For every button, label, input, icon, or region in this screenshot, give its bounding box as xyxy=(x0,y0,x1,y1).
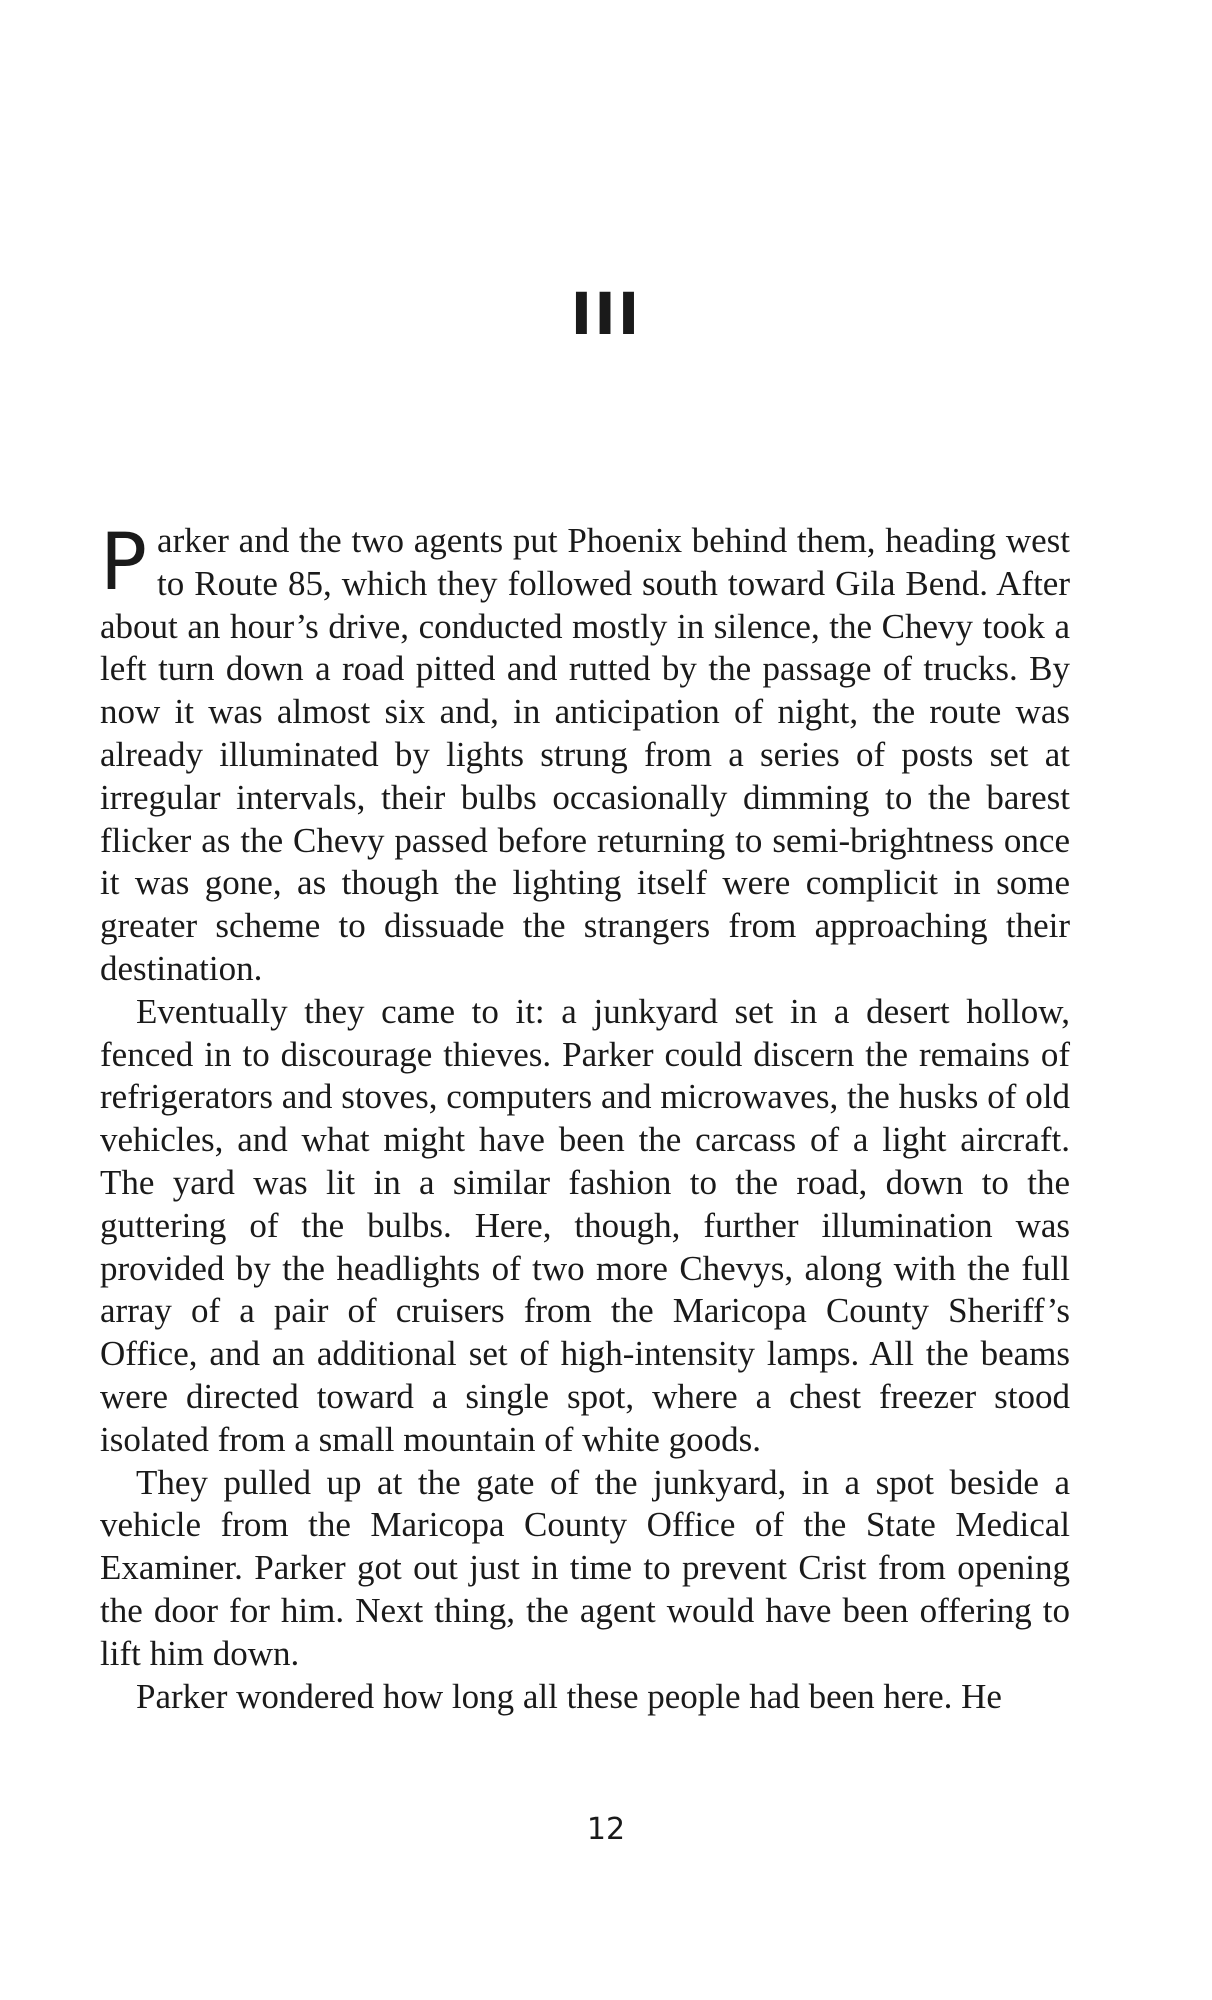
paragraph-2: Eventually they came to it: a junkyard set in a desert hollow, fenced in to discourage thieves. Parker could discern the remains of refrigerators and stoves, computers and microwaves, the husks of old vehicles, and what might have been the carcass of a light aircraft. The yard was lit in a similar fashion to the road, down to the guttering of the bulbs. Here, though, further illumination was provided by the headlights of two more Chevys, along with the full array of a pair of cruisers from the Maricopa County Sheriff’s Office, and an additional set of high-intensity lamps. All the beams were directed toward a single spot, where a chest freezer stood isolated from a small mountain of white goods. xyxy=(100,991,1070,1459)
paragraph-1-text: arker and the two agents put Phoenix behind them, heading west to Route 85, which they followed south toward Gila Bend. After about an hour’s drive, conducted mostly in silence, the Chevy took a left turn down a road pitted and rutted by the passage of trucks. By now it was almost six and, in anticipation of night, the route was already illuminated by lights strung from a series of posts set at irregular intervals, their bulbs occasionally dimming to the barest flicker as the Chevy passed before returning to semi-brightness once it was gone, as though the lighting itself were complicit in some greater scheme to dissuade the strangers from approaching their destination. xyxy=(100,521,1070,988)
paragraph-4: Parker wondered how long all these people had been here. He xyxy=(136,1676,1002,1716)
body-text xyxy=(100,520,1070,1718)
paragraph-1 xyxy=(100,520,1070,991)
chapter-heading: III xyxy=(570,280,642,348)
paragraph-3: They pulled up at the gate of the junkyard, in a spot beside a vehicle from the Maricopa County Office of the State Medical Examiner. Parker got out just in time to prevent Crist from opening the door for him. Next thing, the agent would have been offering to lift him down. xyxy=(100,1462,1070,1673)
page-number: 12 xyxy=(586,1812,626,1847)
drop-cap: P xyxy=(100,518,148,608)
